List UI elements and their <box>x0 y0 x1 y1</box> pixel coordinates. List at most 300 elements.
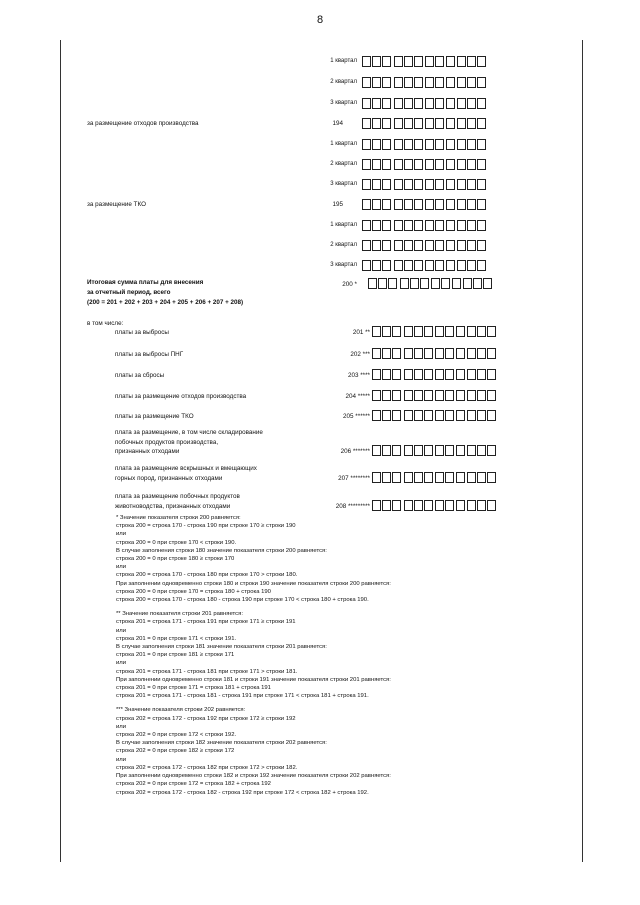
input-cell[interactable] <box>456 445 465 456</box>
input-cell[interactable] <box>425 179 434 190</box>
input-cell[interactable] <box>435 445 444 456</box>
input-cell[interactable] <box>467 98 476 109</box>
input-cell[interactable] <box>477 77 486 88</box>
quarter-label: 2 квартал <box>330 79 357 85</box>
input-cell[interactable] <box>435 240 444 251</box>
input-cell[interactable] <box>414 118 423 129</box>
input-cell[interactable] <box>414 348 423 359</box>
input-cell[interactable] <box>382 445 391 456</box>
input-cell[interactable] <box>378 278 387 289</box>
input-cell[interactable] <box>414 260 423 271</box>
input-cell[interactable] <box>404 77 413 88</box>
quarter-input-row[interactable] <box>362 179 487 190</box>
input-cell[interactable] <box>394 56 403 67</box>
input-cell[interactable] <box>404 326 413 337</box>
total-code: 200 * <box>342 281 357 288</box>
input-cell[interactable] <box>425 220 434 231</box>
input-cell[interactable] <box>425 260 434 271</box>
input-cell[interactable] <box>372 500 381 511</box>
input-cell[interactable] <box>477 390 486 401</box>
input-cell[interactable] <box>435 390 444 401</box>
input-cell[interactable] <box>392 500 401 511</box>
input-cell[interactable] <box>445 445 454 456</box>
input-cell[interactable] <box>382 326 391 337</box>
input-cell[interactable] <box>435 410 444 421</box>
input-cell[interactable] <box>424 445 433 456</box>
input-cell[interactable] <box>394 118 403 129</box>
input-cell[interactable] <box>456 410 465 421</box>
input-cell[interactable] <box>382 390 391 401</box>
input-cell[interactable] <box>392 369 401 380</box>
input-cell[interactable] <box>487 390 496 401</box>
total-title-line: за отчетный период, всего <box>87 289 171 296</box>
input-cell[interactable] <box>425 159 434 170</box>
input-cell[interactable] <box>467 240 476 251</box>
footnote-line: При заполнении одновременно строки 180 и строки 190 значение показателя строки 200 равняется: <box>116 580 391 587</box>
input-cell[interactable] <box>435 369 444 380</box>
input-cell[interactable] <box>362 260 371 271</box>
section-title: за размещение отходов производства <box>87 120 199 127</box>
input-cell[interactable] <box>414 159 423 170</box>
input-cell[interactable] <box>382 369 391 380</box>
input-cell[interactable] <box>467 199 476 210</box>
input-cell[interactable] <box>404 445 413 456</box>
input-cell[interactable] <box>477 472 486 483</box>
input-cell[interactable] <box>372 390 381 401</box>
input-cell[interactable] <box>362 98 371 109</box>
input-cell[interactable] <box>414 369 423 380</box>
sub-item-label: платы за размещение ТКО <box>115 413 194 420</box>
input-cell[interactable] <box>404 159 413 170</box>
total-title-line: (200 = 201 + 202 + 203 + 204 + 205 + 206 + 207 + 208) <box>87 299 244 306</box>
input-cell[interactable] <box>362 179 371 190</box>
input-cell[interactable] <box>404 98 413 109</box>
input-cell[interactable] <box>424 410 433 421</box>
input-cell[interactable] <box>456 390 465 401</box>
input-cell[interactable] <box>457 159 466 170</box>
input-cell[interactable] <box>467 445 476 456</box>
input-cell[interactable] <box>362 118 371 129</box>
input-cell[interactable] <box>392 348 401 359</box>
input-cell[interactable] <box>457 77 466 88</box>
input-cell[interactable] <box>404 118 413 129</box>
input-cell[interactable] <box>404 348 413 359</box>
input-cell[interactable] <box>372 472 381 483</box>
input-cell[interactable] <box>467 56 476 67</box>
input-cell[interactable] <box>424 390 433 401</box>
input-cell[interactable] <box>414 139 423 150</box>
input-cell[interactable] <box>394 77 403 88</box>
input-cell[interactable] <box>456 326 465 337</box>
input-cell[interactable] <box>404 369 413 380</box>
input-cell[interactable] <box>457 179 466 190</box>
input-cell[interactable] <box>382 56 391 67</box>
footnote-line: строка 201 = строка 171 - строка 181 - строка 191 при строке 171 < строка 181 + строка 191. <box>116 693 369 700</box>
input-cell[interactable] <box>382 260 391 271</box>
input-cell[interactable] <box>477 159 486 170</box>
sub-item-label: плата за размещение вскрышных и вмещающих <box>115 465 257 472</box>
input-cell[interactable] <box>435 326 444 337</box>
input-cell[interactable] <box>487 348 496 359</box>
input-cell[interactable] <box>424 326 433 337</box>
footnote-line: ** Значение показателя строки 201 равняется: <box>116 611 243 618</box>
input-cell[interactable] <box>457 220 466 231</box>
input-cell[interactable] <box>424 369 433 380</box>
input-cell[interactable] <box>467 159 476 170</box>
input-cell[interactable] <box>414 472 423 483</box>
input-cell[interactable] <box>362 159 371 170</box>
input-cell[interactable] <box>431 278 440 289</box>
input-cell[interactable] <box>457 118 466 129</box>
input-cell[interactable] <box>372 260 381 271</box>
input-cell[interactable] <box>445 369 454 380</box>
input-cell[interactable] <box>477 139 486 150</box>
quarter-input-row[interactable] <box>362 159 487 170</box>
sub-item-input-row[interactable] <box>372 445 497 456</box>
input-cell[interactable] <box>452 278 461 289</box>
quarter-label: 3 квартал <box>330 181 357 187</box>
input-cell[interactable] <box>372 326 381 337</box>
input-cell[interactable] <box>445 500 454 511</box>
input-cell[interactable] <box>435 179 444 190</box>
input-cell[interactable] <box>382 240 391 251</box>
input-cell[interactable] <box>404 472 413 483</box>
input-cell[interactable] <box>467 179 476 190</box>
quarter-input-row[interactable] <box>362 56 487 67</box>
input-cell[interactable] <box>394 240 403 251</box>
input-cell[interactable] <box>414 390 423 401</box>
input-cell[interactable] <box>473 278 482 289</box>
input-cell[interactable] <box>467 139 476 150</box>
quarter-input-row[interactable] <box>362 139 487 150</box>
input-cell[interactable] <box>467 472 476 483</box>
input-cell[interactable] <box>414 77 423 88</box>
input-cell[interactable] <box>487 472 496 483</box>
input-cell[interactable] <box>372 118 381 129</box>
input-cell[interactable] <box>446 240 455 251</box>
input-cell[interactable] <box>457 56 466 67</box>
footnote-line: строка 200 = строка 170 - строка 190 при строке 170 ≥ строки 190 <box>116 523 296 530</box>
row-code: 194 <box>332 120 343 127</box>
input-cell[interactable] <box>372 159 381 170</box>
input-cell[interactable] <box>477 348 486 359</box>
input-cell[interactable] <box>362 77 371 88</box>
input-cell[interactable] <box>445 326 454 337</box>
input-cell[interactable] <box>435 118 444 129</box>
input-cell[interactable] <box>404 240 413 251</box>
input-cell[interactable] <box>467 500 476 511</box>
section-title: за размещение ТКО <box>87 201 146 208</box>
footnote-line: строка 202 = 0 при строке 172 < строки 192. <box>116 732 237 739</box>
input-cell[interactable] <box>404 500 413 511</box>
sub-item-input-row[interactable] <box>372 410 497 421</box>
footnote-line: или <box>116 627 127 634</box>
input-cell[interactable] <box>382 118 391 129</box>
input-cell[interactable] <box>414 500 423 511</box>
input-cell[interactable] <box>372 179 381 190</box>
input-cell[interactable] <box>382 500 391 511</box>
row-code: 203 **** <box>347 372 370 379</box>
input-cell[interactable] <box>414 56 423 67</box>
input-cell[interactable] <box>435 199 444 210</box>
sub-item-input-row[interactable] <box>372 472 497 483</box>
input-cell[interactable] <box>424 348 433 359</box>
input-cell[interactable] <box>446 159 455 170</box>
input-cell[interactable] <box>435 500 444 511</box>
input-cell[interactable] <box>435 98 444 109</box>
input-cell[interactable] <box>477 369 486 380</box>
input-cell[interactable] <box>372 220 381 231</box>
input-cell[interactable] <box>425 77 434 88</box>
input-cell[interactable] <box>382 139 391 150</box>
input-cell[interactable] <box>457 199 466 210</box>
input-cell[interactable] <box>414 240 423 251</box>
row-code: 202 *** <box>350 351 370 358</box>
input-cell[interactable] <box>445 410 454 421</box>
input-cell[interactable] <box>457 260 466 271</box>
section-input-row[interactable] <box>362 118 487 129</box>
input-cell[interactable] <box>446 179 455 190</box>
input-cell[interactable] <box>372 445 381 456</box>
input-cell[interactable] <box>425 139 434 150</box>
section-input-row[interactable] <box>362 199 487 210</box>
row-code: 206 ******* <box>340 448 370 455</box>
input-cell[interactable] <box>394 260 403 271</box>
input-cell[interactable] <box>388 278 397 289</box>
input-cell[interactable] <box>382 179 391 190</box>
footnote-line: строка 202 = строка 172 - строка 182 - строка 192 при строке 172 < строка 182 + строка 192. <box>116 789 369 796</box>
quarter-label: 1 квартал <box>330 58 357 64</box>
input-cell[interactable] <box>414 179 423 190</box>
input-cell[interactable] <box>394 98 403 109</box>
input-cell[interactable] <box>435 159 444 170</box>
input-cell[interactable] <box>456 500 465 511</box>
input-cell[interactable] <box>445 390 454 401</box>
sub-item-input-row[interactable] <box>372 500 497 511</box>
input-cell[interactable] <box>446 56 455 67</box>
input-cell[interactable] <box>477 410 486 421</box>
row-code: 195 <box>332 201 343 208</box>
input-cell[interactable] <box>394 179 403 190</box>
input-cell[interactable] <box>477 220 486 231</box>
input-cell[interactable] <box>435 348 444 359</box>
sub-item-label: побочных продуктов производства, <box>115 438 219 446</box>
input-cell[interactable] <box>382 77 391 88</box>
sub-item-input-row[interactable] <box>372 326 497 337</box>
quarter-label: 2 квартал <box>330 161 357 167</box>
input-cell[interactable] <box>424 500 433 511</box>
input-cell[interactable] <box>483 278 492 289</box>
row-code: 205 ****** <box>343 413 370 420</box>
input-cell[interactable] <box>368 278 377 289</box>
input-cell[interactable] <box>425 199 434 210</box>
quarter-input-row[interactable] <box>362 220 487 231</box>
sub-item-label: платы за размещение отходов производства <box>115 393 247 400</box>
input-cell[interactable] <box>382 199 391 210</box>
input-cell[interactable] <box>487 369 496 380</box>
input-cell[interactable] <box>445 348 454 359</box>
page-number: 8 <box>316 14 324 26</box>
sub-item-label: горных пород, признанных отходами <box>115 474 223 482</box>
input-cell[interactable] <box>410 278 419 289</box>
input-cell[interactable] <box>372 77 381 88</box>
input-cell[interactable] <box>424 472 433 483</box>
input-cell[interactable] <box>446 199 455 210</box>
quarter-label: 1 квартал <box>330 222 357 228</box>
input-cell[interactable] <box>392 390 401 401</box>
input-cell[interactable] <box>394 199 403 210</box>
footnote-line: строка 201 = 0 при строке 171 < строки 191. <box>116 635 237 642</box>
input-cell[interactable] <box>414 199 423 210</box>
input-cell[interactable] <box>477 326 486 337</box>
input-cell[interactable] <box>394 220 403 231</box>
footnote-line: или <box>116 564 127 571</box>
input-cell[interactable] <box>414 445 423 456</box>
input-cell[interactable] <box>435 472 444 483</box>
input-cell[interactable] <box>467 118 476 129</box>
input-cell[interactable] <box>425 98 434 109</box>
input-cell[interactable] <box>372 240 381 251</box>
input-cell[interactable] <box>435 260 444 271</box>
input-cell[interactable] <box>487 445 496 456</box>
sub-item-input-row[interactable] <box>372 369 497 380</box>
input-cell[interactable] <box>467 348 476 359</box>
input-cell[interactable] <box>487 410 496 421</box>
input-cell[interactable] <box>477 56 486 67</box>
input-cell[interactable] <box>477 199 486 210</box>
input-cell[interactable] <box>467 369 476 380</box>
input-cell[interactable] <box>372 199 381 210</box>
footnote-line: строка 202 = 0 при строке 172 = строка 182 + строка 192 <box>116 781 271 788</box>
input-cell[interactable] <box>372 56 381 67</box>
sub-item-label: признанных отходами <box>115 448 180 455</box>
input-cell[interactable] <box>362 240 371 251</box>
input-cell[interactable] <box>487 326 496 337</box>
input-cell[interactable] <box>477 240 486 251</box>
input-cell[interactable] <box>404 260 413 271</box>
input-cell[interactable] <box>382 220 391 231</box>
input-cell[interactable] <box>404 179 413 190</box>
quarter-input-row[interactable] <box>362 98 487 109</box>
input-cell[interactable] <box>467 77 476 88</box>
input-cell[interactable] <box>392 445 401 456</box>
input-cell[interactable] <box>456 472 465 483</box>
input-cell[interactable] <box>382 159 391 170</box>
input-cell[interactable] <box>400 278 409 289</box>
input-cell[interactable] <box>414 410 423 421</box>
input-cell[interactable] <box>446 260 455 271</box>
input-cell[interactable] <box>362 139 371 150</box>
input-cell[interactable] <box>372 139 381 150</box>
input-cell[interactable] <box>392 472 401 483</box>
input-cell[interactable] <box>446 139 455 150</box>
input-cell[interactable] <box>414 220 423 231</box>
sub-item-input-row[interactable] <box>372 348 497 359</box>
footnote-line: строка 200 = строка 170 - строка 180 при строке 170 > строки 180. <box>116 572 298 579</box>
sub-item-input-row[interactable] <box>372 390 497 401</box>
footnote-line: строка 201 = 0 при строке 181 ≥ строки 171 <box>116 652 235 659</box>
input-cell[interactable] <box>477 500 486 511</box>
input-cell[interactable] <box>446 98 455 109</box>
input-cell[interactable] <box>362 220 371 231</box>
input-cell[interactable] <box>456 369 465 380</box>
footnote-line: При заполнении одновременно строки 181 и строки 191 значение показателя строки 201 равняется: <box>116 676 391 683</box>
input-cell[interactable] <box>446 77 455 88</box>
input-cell[interactable] <box>477 260 486 271</box>
quarter-input-row[interactable] <box>362 240 487 251</box>
input-cell[interactable] <box>362 199 371 210</box>
input-cell[interactable] <box>467 326 476 337</box>
input-cell[interactable] <box>404 199 413 210</box>
input-cell[interactable] <box>425 240 434 251</box>
input-cell[interactable] <box>457 98 466 109</box>
input-cell[interactable] <box>425 118 434 129</box>
quarter-input-row[interactable] <box>362 77 487 88</box>
footnote-line: или <box>116 756 127 763</box>
input-cell[interactable] <box>487 500 496 511</box>
input-cell[interactable] <box>467 220 476 231</box>
input-cell[interactable] <box>420 278 429 289</box>
input-cell[interactable] <box>392 326 401 337</box>
input-cell[interactable] <box>457 240 466 251</box>
input-cell[interactable] <box>414 326 423 337</box>
input-cell[interactable] <box>477 445 486 456</box>
input-cell[interactable] <box>404 139 413 150</box>
input-cell[interactable] <box>394 139 403 150</box>
input-cell[interactable] <box>372 348 381 359</box>
input-cell[interactable] <box>445 472 454 483</box>
input-cell[interactable] <box>435 56 444 67</box>
input-cell[interactable] <box>404 410 413 421</box>
input-cell[interactable] <box>382 410 391 421</box>
input-cell[interactable] <box>446 118 455 129</box>
input-cell[interactable] <box>404 390 413 401</box>
input-cell[interactable] <box>382 472 391 483</box>
input-cell[interactable] <box>456 348 465 359</box>
input-cell[interactable] <box>372 369 381 380</box>
quarter-input-row[interactable] <box>362 260 487 271</box>
input-cell[interactable] <box>467 260 476 271</box>
input-cell[interactable] <box>392 410 401 421</box>
input-cell[interactable] <box>477 98 486 109</box>
input-cell[interactable] <box>372 98 381 109</box>
input-cell[interactable] <box>435 77 444 88</box>
input-cell[interactable] <box>362 56 371 67</box>
input-cell[interactable] <box>467 390 476 401</box>
row-code: 208 ********* <box>335 502 370 510</box>
input-cell[interactable] <box>435 139 444 150</box>
input-cell[interactable] <box>441 278 450 289</box>
input-cell[interactable] <box>382 98 391 109</box>
input-cell[interactable] <box>425 56 434 67</box>
input-cell[interactable] <box>463 278 472 289</box>
input-cell[interactable] <box>394 159 403 170</box>
input-cell[interactable] <box>467 410 476 421</box>
row-code: 207 ******** <box>338 474 370 482</box>
input-cell[interactable] <box>457 139 466 150</box>
input-cell[interactable] <box>477 118 486 129</box>
input-cell[interactable] <box>414 98 423 109</box>
input-cell[interactable] <box>477 179 486 190</box>
input-cell[interactable] <box>404 56 413 67</box>
input-cell[interactable] <box>435 220 444 231</box>
total-input-row[interactable] <box>368 278 493 289</box>
input-cell[interactable] <box>446 220 455 231</box>
input-cell[interactable] <box>372 410 381 421</box>
input-cell[interactable] <box>382 348 391 359</box>
footnote-line: *** Значение показателя строки 202 равняется: <box>116 707 246 714</box>
input-cell[interactable] <box>404 220 413 231</box>
